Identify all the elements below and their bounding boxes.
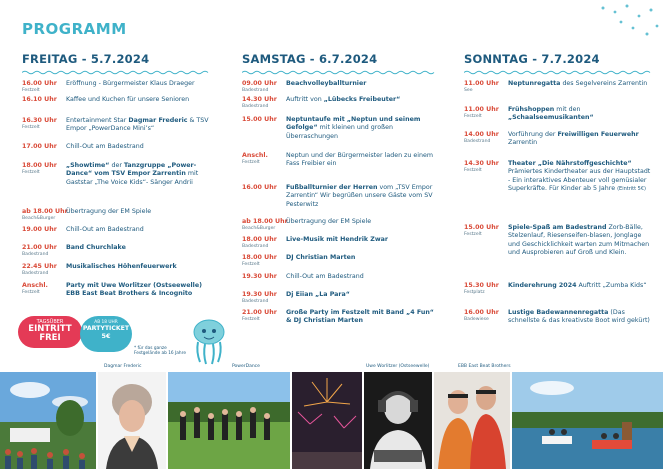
- event-time: 18.00 Uhr: [242, 254, 277, 261]
- event-time-block: [22, 208, 66, 222]
- event-text: (Das schnellste & das kreativste Boot wird gekürt): [508, 309, 650, 325]
- event-time-block: [464, 106, 508, 123]
- event-highlight: Band Churchlake: [66, 244, 126, 251]
- event-row: [242, 254, 436, 268]
- event-highlight: Beachvolleyballturnier: [286, 80, 367, 87]
- photo-festival-lake: [0, 372, 96, 469]
- event-location: Badestrand: [242, 299, 269, 304]
- event-highlight: „Lübecks Freibeuter“: [323, 96, 401, 103]
- event-highlight: Musikalisches Höhenfeuerwerk: [66, 263, 177, 270]
- event-description: [286, 291, 436, 305]
- event-highlight: Fußballturnier der Herren: [286, 184, 378, 191]
- event-time: 17.00 Uhr: [22, 143, 57, 150]
- event-text: Chill-Out am Badestrand: [66, 226, 144, 233]
- event-time-block: [242, 236, 286, 250]
- event-row: [242, 291, 436, 305]
- event-location: Festzelt: [242, 262, 260, 267]
- photo-bathtub-regatta: [512, 372, 663, 469]
- event-description: [66, 117, 214, 134]
- event-time-block: [22, 282, 66, 299]
- event-time: 19.30 Uhr: [242, 291, 277, 298]
- event-time: Anschl.: [242, 152, 268, 159]
- event-time-block: [242, 254, 286, 268]
- event-text: der: [109, 162, 124, 169]
- event-text: mit Gaststar „The Voice Kids“- Sänger Andrii: [66, 170, 199, 186]
- event-time: 16.00 Uhr: [22, 80, 57, 87]
- event-time: 16.00 Uhr: [242, 184, 277, 191]
- event-text: & TSV Empor „PowerDance Mini’s“: [66, 117, 209, 133]
- event-description: [286, 116, 436, 141]
- event-time: 16.00 Uhr: [464, 309, 499, 316]
- event-time-block: [242, 309, 286, 326]
- photo-label-dagmar: Dagmar Frederic: [104, 364, 142, 369]
- event-text: Prämiertes Kindertheater aus der Hauptstadt - Ein interaktives Abenteuer voll gemüsialer Superkräfte. Für Kinder ab 5 Jahre: [508, 168, 651, 193]
- event-row: [22, 96, 214, 104]
- event-row: [464, 282, 654, 296]
- event-text: Übertragung der EM Spiele: [286, 218, 372, 225]
- event-text: Auftritt von: [286, 96, 324, 103]
- event-time-block: [22, 263, 66, 277]
- event-text: Eröffnung - Bürgermeister Klaus Draeger: [66, 80, 195, 87]
- event-time: 21.00 Uhr: [22, 244, 57, 251]
- event-time-block: [242, 80, 286, 94]
- event-row: [242, 218, 436, 232]
- swimmers-decoration: [593, 0, 663, 60]
- event-location: Badewiese: [464, 317, 489, 322]
- event-text: Kaffee und Kuchen für unsere Senioren: [66, 96, 190, 103]
- event-time: 14.30 Uhr: [242, 96, 277, 103]
- photo-powerdance: [168, 372, 290, 469]
- event-description: [66, 96, 214, 104]
- event-description: [508, 106, 654, 123]
- event-highlight: Dagmar Frederic: [128, 117, 188, 124]
- event-description: [66, 244, 214, 258]
- event-row: [464, 80, 654, 94]
- day-column-friday: [22, 52, 214, 310]
- event-text: Entertainment Star: [66, 117, 129, 124]
- photo-fireworks: [292, 372, 362, 469]
- event-location: Festzelt: [22, 88, 40, 93]
- event-time-block: [242, 184, 286, 209]
- event-location: See: [464, 88, 473, 93]
- event-time-block: [22, 80, 66, 94]
- event-text: Neptun und der Bürgermeister laden zu einem Fass Freibier ein: [286, 152, 433, 168]
- wave-divider: [22, 70, 214, 75]
- event-time: 22.45 Uhr: [22, 263, 57, 270]
- event-location: Festzelt: [464, 232, 482, 237]
- photo-label-powerdance: PowerDance: [232, 364, 260, 369]
- event-location: Festplatz: [464, 290, 485, 295]
- wave-divider: [464, 70, 654, 75]
- day-column-saturday: [242, 52, 438, 360]
- event-location: Festzelt: [464, 168, 482, 173]
- event-description: [508, 309, 654, 326]
- event-row: [22, 143, 214, 151]
- event-time-block: [242, 152, 286, 169]
- event-time-block: [464, 160, 508, 194]
- event-row: [22, 226, 214, 234]
- event-description: [66, 162, 214, 187]
- event-location: Beach&Burger: [242, 226, 276, 231]
- event-description: [286, 273, 436, 281]
- day-heading: FREITAG - 5.7.2024: [22, 52, 150, 66]
- event-description: [508, 282, 654, 296]
- event-description: [286, 218, 436, 232]
- event-row: [464, 131, 654, 148]
- event-time-block: [242, 116, 286, 141]
- photo-label-ebb: EBB East Beat Brothers: [458, 364, 511, 369]
- event-time-block: [242, 96, 286, 110]
- event-location: Badestrand: [22, 252, 49, 257]
- event-description: [508, 224, 654, 258]
- event-text: Zorb-Bälle, Stelzenlauf, Riesenseifen-blasen, Jonglage und Geschicklichkeit warten zum Mitmachen und Ausprobieren auf Groß und Klein.: [508, 224, 650, 257]
- event-description: [66, 80, 214, 94]
- event-time: ab 18.00 Uhr: [22, 208, 68, 215]
- event-text: Übertragung der EM Spiele: [66, 208, 152, 215]
- event-highlight: Lustige Badewannenregatta: [508, 309, 609, 316]
- event-row: [464, 224, 654, 258]
- event-description: [286, 184, 436, 209]
- event-text: mit kleinen und großen Überraschungen: [286, 124, 393, 140]
- event-highlight: Neptuntaufe mit „Neptun und seinem Gefolge“: [286, 116, 421, 132]
- event-time-block: [22, 96, 66, 104]
- event-time: 15.00 Uhr: [242, 116, 277, 123]
- event-time-block: [22, 226, 66, 234]
- event-description: [66, 143, 214, 151]
- event-text: mit den: [554, 106, 581, 113]
- event-location: Badestrand: [22, 271, 49, 276]
- event-row: [242, 80, 436, 94]
- event-text: (Eintritt 5€): [617, 186, 646, 193]
- event-text: Auftritt „Zumba Kids“: [576, 282, 647, 289]
- photo-ebb-east-beat-brothers: [434, 372, 510, 469]
- event-row: [22, 244, 214, 258]
- photo-label-uwe: Uwe Worlitzer (Ostseewelle): [366, 364, 430, 369]
- event-time: 11.00 Uhr: [464, 80, 499, 87]
- event-row: [22, 80, 214, 94]
- event-location: Festzelt: [464, 114, 482, 119]
- event-row: [22, 208, 214, 222]
- day-heading: SONNTAG - 7.7.2024: [464, 52, 600, 66]
- event-time: 11.00 Uhr: [464, 106, 499, 113]
- event-time-block: [464, 224, 508, 258]
- event-row: [464, 309, 654, 326]
- event-time: 18.00 Uhr: [242, 236, 277, 243]
- event-text: des Segelvereins Zarrentin: [560, 80, 648, 87]
- event-highlight: Neptunregatta: [508, 80, 561, 87]
- event-time: 09.00 Uhr: [242, 80, 277, 87]
- event-location: Festzelt: [242, 317, 260, 322]
- badge-small-text: TAGSÜBER: [36, 319, 64, 325]
- event-description: [508, 131, 654, 148]
- event-row: [242, 236, 436, 250]
- event-text: Zarrentin: [508, 139, 538, 147]
- event-description: [286, 254, 436, 268]
- event-location: Festzelt: [22, 125, 40, 130]
- photo-uwe-worlitzer: [364, 372, 432, 469]
- event-location: Badestrand: [242, 104, 269, 109]
- event-row: [242, 184, 436, 209]
- event-highlight: Tanzgruppe „Power-Dance“ vom TSV Empor Zarrentin: [66, 162, 197, 178]
- event-location: Festzelt: [242, 160, 260, 165]
- event-time: 14.00 Uhr: [464, 131, 499, 138]
- event-location: Beach&Burger: [22, 216, 56, 221]
- event-time-block: [22, 162, 66, 187]
- event-time-block: [22, 244, 66, 258]
- event-location: Festzelt: [22, 170, 40, 175]
- event-row: [22, 162, 214, 187]
- event-highlight: Kinderehrung 2024: [508, 282, 577, 289]
- event-highlight: Party mit Uwe Worlitzer (Ostseewelle) EBB East Beat Brothers & Incognito: [66, 282, 202, 298]
- page-title: PROGRAMM: [22, 20, 127, 38]
- event-description: [286, 236, 436, 250]
- event-description: [286, 80, 436, 94]
- free-entry-badge: [18, 316, 82, 348]
- badge-big-text: PARTYTICKET: [82, 325, 130, 332]
- event-time: 14.30 Uhr: [464, 160, 499, 167]
- event-time: 18.00 Uhr: [22, 162, 57, 169]
- day-column-sunday: [464, 52, 654, 370]
- event-row: [464, 106, 654, 123]
- event-row: [22, 117, 214, 134]
- event-highlight: Dj Eiian „La Para“: [286, 291, 350, 298]
- badge-small-text: AB 18 UHR: [94, 320, 118, 325]
- day-heading: SAMSTAG - 6.7.2024: [242, 52, 378, 66]
- event-location: Festzelt: [22, 290, 40, 295]
- event-time: 19.30 Uhr: [242, 273, 277, 280]
- jellyfish-mascot-icon: [188, 318, 230, 366]
- event-time: Anschl.: [22, 282, 48, 289]
- event-time-block: [22, 117, 66, 134]
- event-time: 15.00 Uhr: [464, 224, 499, 231]
- event-highlight: „Schaalseemusikanten“: [508, 114, 594, 122]
- event-row: [22, 263, 214, 277]
- event-time: 16.30 Uhr: [22, 117, 57, 124]
- event-highlight: Spiele-Spaß am Badestrand: [508, 224, 607, 231]
- event-text: Chill-Out am Badestrand: [66, 143, 144, 150]
- event-time-block: [242, 218, 286, 232]
- event-time-block: [464, 131, 508, 148]
- event-location: Badestrand: [464, 139, 491, 144]
- event-text: vom „TSV Empor Zarrentin“ Wir begrüßen unsere Gäste vom SV Pesterwitz: [286, 184, 433, 208]
- badge-price: 5€: [101, 332, 111, 340]
- event-time: ab 18.00 Uhr: [242, 218, 288, 225]
- event-time-block: [22, 143, 66, 151]
- event-row: [242, 116, 436, 141]
- event-description: [508, 160, 654, 194]
- wave-divider: [242, 70, 438, 75]
- event-highlight: Große Party im Festzelt mit Band „4 Fun“ & DJ Christian Marten: [286, 309, 434, 325]
- event-description: [66, 282, 214, 299]
- event-highlight: DJ Christian Marten: [286, 254, 356, 261]
- event-description: [66, 208, 214, 222]
- event-time: 19.00 Uhr: [22, 226, 57, 233]
- event-highlight: Live-Musik mit Hendrik Zwar: [286, 236, 389, 243]
- event-row: [242, 309, 436, 326]
- event-time-block: [464, 80, 508, 94]
- badge-footnote: * für das ganze Festgelände ab 16 Jahre: [134, 346, 186, 356]
- event-time-block: [464, 309, 508, 326]
- photo-dagmar-frederic: [98, 372, 166, 469]
- event-location: Badestrand: [242, 88, 269, 93]
- event-row: [242, 273, 436, 281]
- event-description: [508, 80, 654, 94]
- event-description: [66, 226, 214, 234]
- event-description: [66, 263, 214, 277]
- party-ticket-badge: [80, 316, 132, 352]
- event-location: Badestrand: [242, 244, 269, 249]
- event-text: Vorführung der: [508, 131, 558, 138]
- event-highlight: „Showtime“: [66, 162, 110, 169]
- event-description: [286, 96, 436, 110]
- event-time: 21.00 Uhr: [242, 309, 277, 316]
- event-row: [22, 282, 214, 299]
- event-time: 15.30 Uhr: [464, 282, 499, 289]
- event-time-block: [242, 291, 286, 305]
- event-highlight: Freiwilligen Feuerwehr: [557, 131, 639, 138]
- event-time-block: [242, 273, 286, 281]
- event-row: [464, 160, 654, 194]
- event-row: [242, 152, 436, 169]
- event-highlight: Frühshoppen: [508, 106, 555, 113]
- event-time-block: [464, 282, 508, 296]
- badge-big-text: EINTRITT FREI: [28, 324, 72, 343]
- event-highlight: Theater „Die Nährstoffgeschichte“: [508, 160, 632, 167]
- event-row: [242, 96, 436, 110]
- event-text: Chill-Out am Badestrand: [286, 273, 364, 280]
- event-description: [286, 309, 436, 326]
- event-description: [286, 152, 436, 169]
- event-time: 16.10 Uhr: [22, 96, 57, 103]
